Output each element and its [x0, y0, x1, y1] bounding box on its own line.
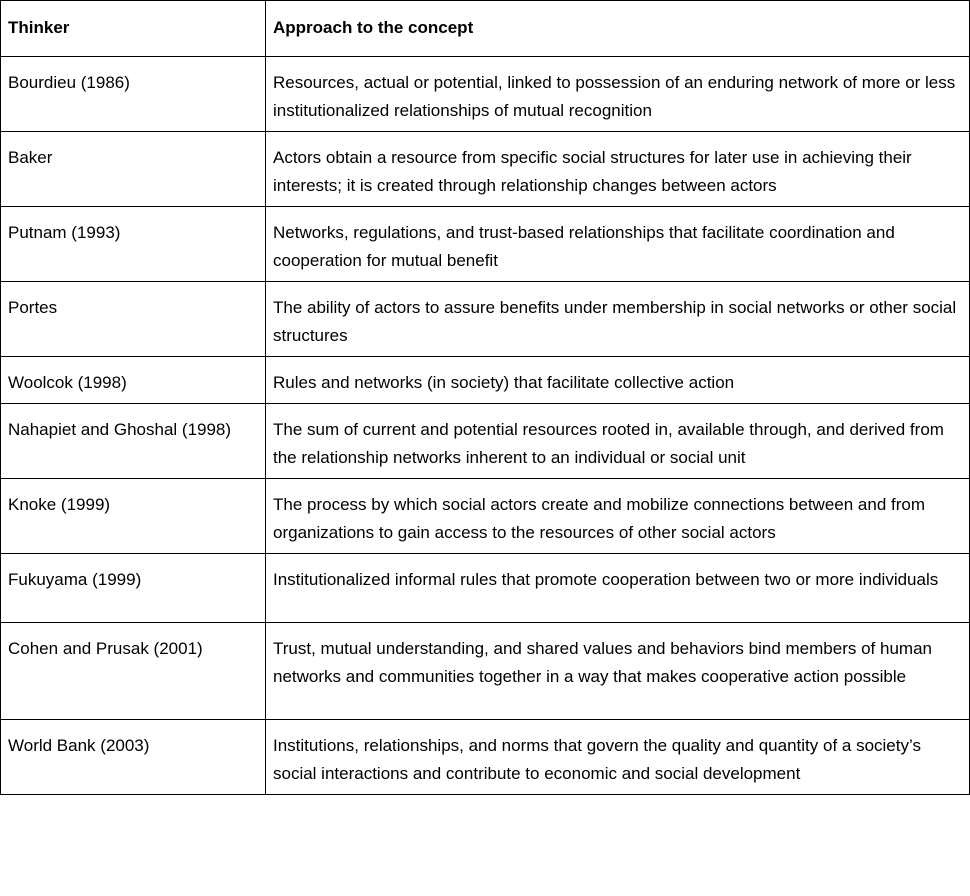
- table-row: [1, 404, 970, 479]
- approach-cell: Institutions, relationships, and norms that govern the quality and quantity of a society’s social interactions and contribute to economic and social development: [266, 720, 970, 795]
- header-thinker: Thinker: [1, 1, 266, 57]
- table-row: [1, 132, 970, 207]
- approach-cell: Resources, actual or potential, linked to possession of an enduring network of more or less institutionalized relationships of mutual recognition: [266, 57, 970, 132]
- header-approach: Approach to the concept: [266, 1, 970, 57]
- approach-cell: The process by which social actors create and mobilize connections between and from organizations to gain access to the resources of other social actors: [266, 479, 970, 554]
- approach-cell: The sum of current and potential resources rooted in, available through, and derived from the relationship networks inherent to an individual or social unit: [266, 404, 970, 479]
- table-row: [1, 554, 970, 623]
- header-row: [1, 1, 970, 57]
- thinker-cell: Nahapiet and Ghoshal (1998): [1, 404, 266, 479]
- thinker-cell: Knoke (1999): [1, 479, 266, 554]
- thinker-cell: Putnam (1993): [1, 207, 266, 282]
- table-row: [1, 282, 970, 357]
- table-row: [1, 623, 970, 720]
- thinker-cell: Fukuyama (1999): [1, 554, 266, 623]
- table-row: [1, 207, 970, 282]
- thinker-cell: Cohen and Prusak (2001): [1, 623, 266, 720]
- approach-cell: Trust, mutual understanding, and shared values and behaviors bind members of human networks and communities together in a way that makes cooperative action possible: [266, 623, 970, 720]
- table-row: [1, 720, 970, 795]
- thinker-cell: Portes: [1, 282, 266, 357]
- table-row: [1, 357, 970, 404]
- approach-cell: Networks, regulations, and trust-based relationships that facilitate coordination and cooperation for mutual benefit: [266, 207, 970, 282]
- approach-cell: The ability of actors to assure benefits under membership in social networks or other social structures: [266, 282, 970, 357]
- thinker-cell: Bourdieu (1986): [1, 57, 266, 132]
- thinker-cell: Baker: [1, 132, 266, 207]
- table-row: [1, 57, 970, 132]
- thinker-cell: World Bank (2003): [1, 720, 266, 795]
- thinker-cell: Woolcok (1998): [1, 357, 266, 404]
- approach-cell: Institutionalized informal rules that promote cooperation between two or more individuals: [266, 554, 970, 623]
- approach-cell: Rules and networks (in society) that facilitate collective action: [266, 357, 970, 404]
- approach-cell: Actors obtain a resource from specific social structures for later use in achieving their interests; it is created through relationship changes between actors: [266, 132, 970, 207]
- table-row: [1, 479, 970, 554]
